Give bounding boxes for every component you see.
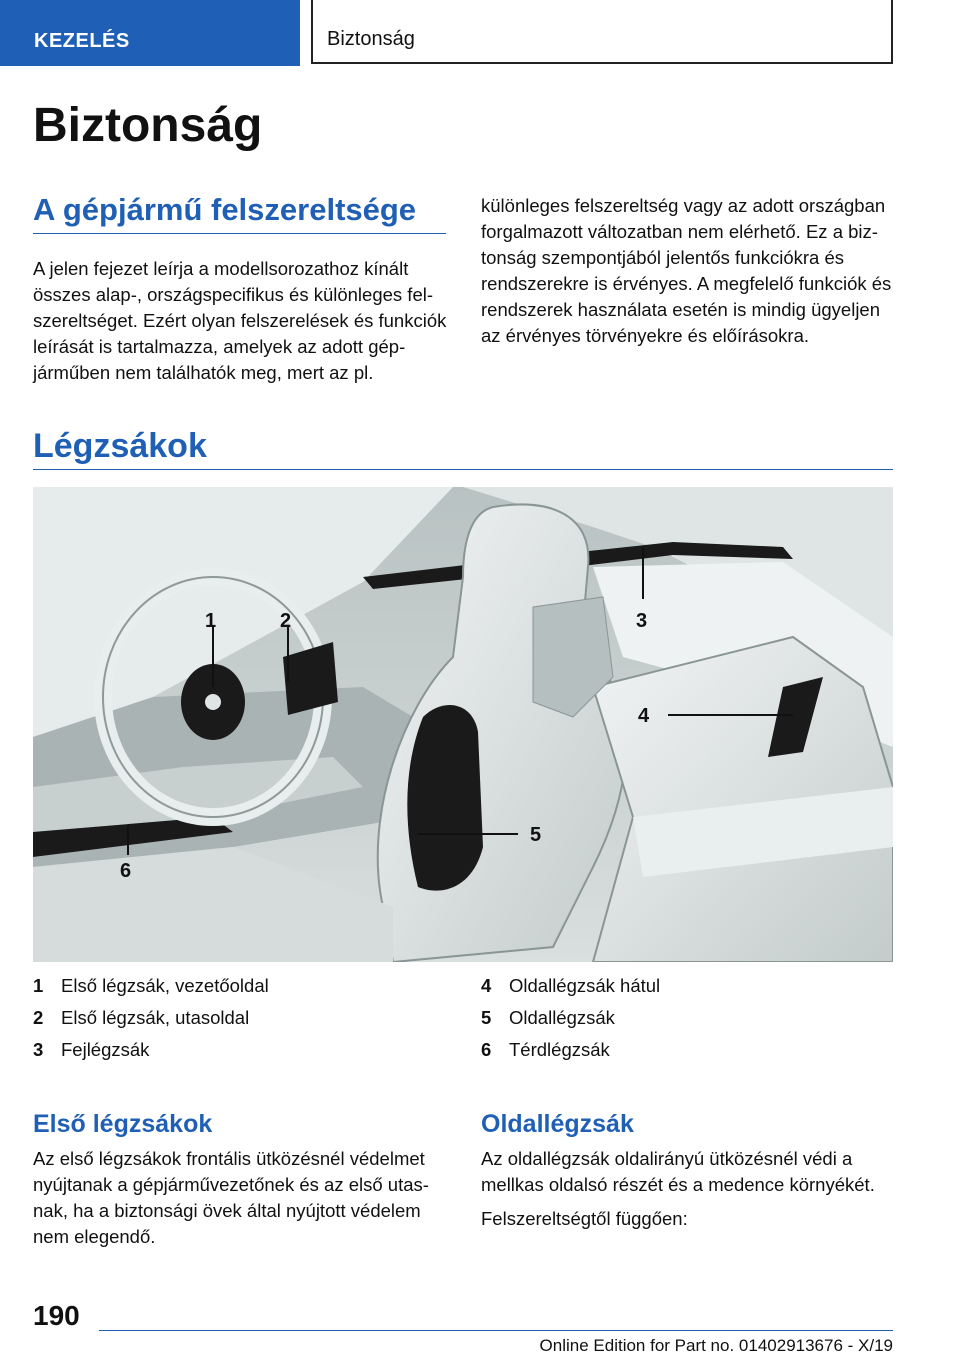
callout-1: 1 [205, 610, 217, 632]
equipment-text-left: A jelen fejezet leírja a modellsorozathoz kínált összes alap-, országspecifikus és különleges felszereltséget. Ezért olyan felszerelések és funkciók leírását is tartalmazza, amelyek az adott gépjárműben nem találhatók meg, mert az pl. [33, 258, 447, 383]
legend-number: 2 [33, 1007, 44, 1028]
chapter-tab [311, 0, 893, 64]
equipment-text-right: különleges felszereltség vagy az adott országban forgalmazott változatban nem elérhető. Ez a biztonság szempontjából jelentős funkciókra és rendszerekre is érvényes. A megfelelő funkciók és rendszerek használata esetén is mindig ügyeljen az érvényes törvényekre és előírásokra. [481, 195, 892, 346]
section-tab-label: KEZELÉS [34, 30, 130, 52]
legend-text: Térdlégzsák [509, 1039, 610, 1060]
front-airbags-text: Az első légzsákok frontális ütközésnél védelmet nyújtanak a gépjárművezetőnek és az első utasnak, ha a biztonsági övek által nyújtott védelem nem elegendő. [33, 1148, 429, 1247]
subsection-title-front-airbags: Első légzsákok [33, 1110, 213, 1138]
section-tab [0, 0, 300, 66]
callout-5: 5 [530, 824, 542, 846]
legend-text: Oldallégzsák [509, 1007, 615, 1028]
footer-edition: Online Edition for Part no. 01402913676 - X/19 [539, 1336, 893, 1355]
section-title-equipment: A gépjármű felszereltsége [33, 192, 417, 227]
section-title-airbags: Légzsákok [33, 427, 207, 465]
legend-number: 5 [481, 1007, 492, 1028]
legend-text: Fejlégzsák [61, 1039, 150, 1060]
callout-6: 6 [120, 860, 132, 882]
legend-text: Első légzsák, vezetőoldal [61, 975, 269, 996]
subsection-title-side-airbag: Oldallégzsák [481, 1110, 634, 1138]
chapter-tab-label: Biztonság [327, 28, 415, 50]
footer-divider [99, 1330, 893, 1331]
legend-number: 6 [481, 1039, 492, 1060]
callout-3: 3 [636, 610, 648, 632]
side-airbag-note: Felszereltségtől függően: [481, 1208, 688, 1229]
airbag-illustration [33, 487, 893, 962]
legend-number: 1 [33, 975, 44, 996]
side-airbag-text: Az oldallégzsák oldalirányú ütközésnél védi a mellkas oldalsó részét és a medence környékét. [481, 1148, 875, 1195]
legend-number: 4 [481, 975, 492, 996]
seat-side-airbag-shape [407, 705, 483, 891]
car-interior-drawing [33, 487, 893, 962]
section-divider [33, 233, 446, 234]
legend-number: 3 [33, 1039, 44, 1060]
page-title: Biztonság [33, 99, 263, 152]
callout-4: 4 [638, 705, 650, 727]
section-divider [33, 469, 893, 470]
callout-2: 2 [280, 610, 292, 632]
legend-text: Első légzsák, utasoldal [61, 1007, 250, 1028]
page-number: 190 [33, 1300, 80, 1331]
legend-text: Oldallégzsák hátul [509, 975, 661, 996]
